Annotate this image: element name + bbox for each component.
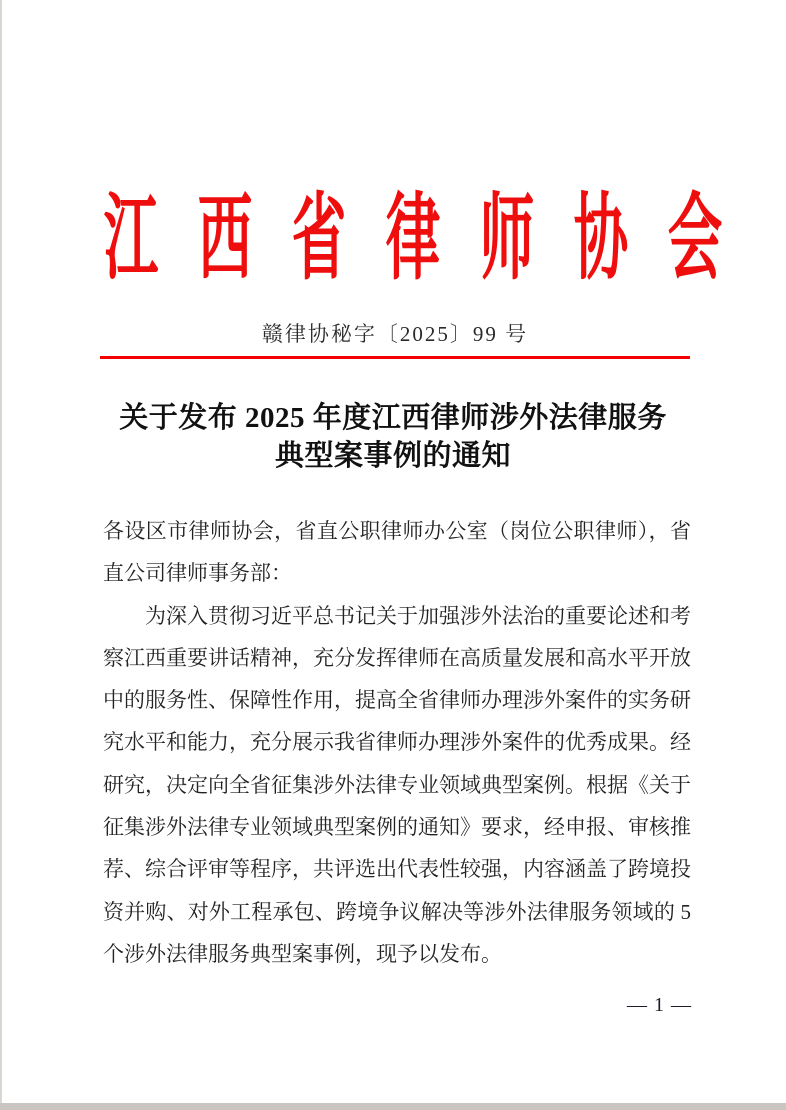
doc-number: 赣律协秘字〔2025〕99 号 [261,322,529,346]
org-title-char: 江 [103,187,159,291]
document-body [103,510,691,975]
salutation: 各设区市律师协会，省直公职律师办公室（岗位公职律师），省直公司律师事务部： [103,519,691,586]
org-title-char: 会 [667,187,723,291]
org-title-char: 西 [197,187,253,291]
org-title [84,187,723,291]
notice-title [80,399,706,475]
page-left-edge [0,0,2,1110]
org-title-char: 师 [479,187,535,291]
org-title-char: 省 [291,187,347,291]
notice-title-line-2: 典型案事例的通知 [274,440,511,472]
page-bottom-edge [0,1103,786,1110]
org-title-char: 律 [385,187,441,291]
red-separator-line [100,356,690,359]
body-paragraph: 为深入贯彻习近平总书记关于加强涉外法治的重要论述和考察江西重要讲话精神，充分发挥律师在高质量发展和高水平开放中的服务性、保障性作用，提高全省律师办理涉外案件的实务研究水平和能力，充分展示我省律师办理涉外案件的优秀成果。经研究，决定向全省征集涉外法律专业领域典型案例。根据《关于征集涉外法律专业领域典型案例的通知》要求，经申报、审核推荐、综合评审等程序，共评选出代表性较强，内容涵盖了跨境投资并购、对外工程承包、跨境争议解决等涉外法律服务领域的 5 个涉外法律服务典型案事例，现予以发布。 [103,603,691,966]
org-title-char: 协 [573,187,629,291]
notice-title-line-1: 关于发布 2025 年度江西律师涉外法律服务 [119,402,667,434]
page-number: — 1 — [627,994,692,1016]
